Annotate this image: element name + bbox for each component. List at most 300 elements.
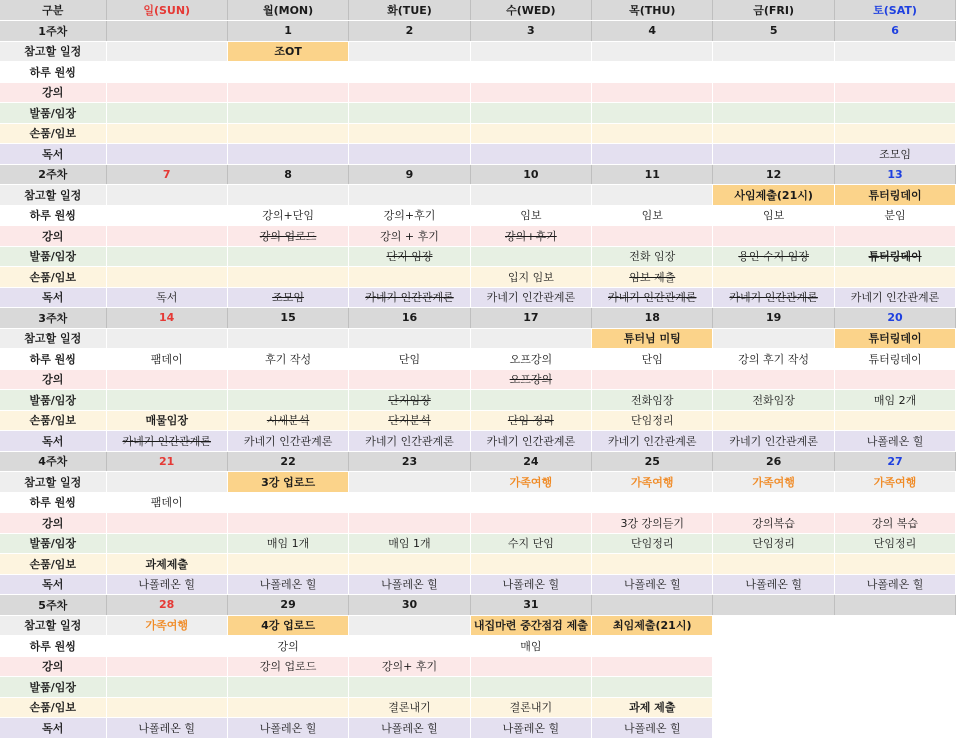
schedule-cell[interactable]: 매임 2개 (834, 390, 955, 411)
schedule-cell[interactable] (834, 677, 955, 698)
schedule-cell[interactable]: 카네기 인간관계론 (349, 287, 470, 308)
row-reading (0, 718, 956, 739)
schedule-cell[interactable] (227, 144, 348, 165)
schedule-cell[interactable] (227, 390, 348, 411)
row-reading (0, 287, 956, 308)
week-header-row (0, 21, 956, 42)
schedule-cell[interactable]: 튜터링데이 (834, 328, 955, 349)
schedule-cell[interactable] (227, 697, 348, 718)
schedule-cell[interactable] (713, 82, 834, 103)
schedule-cell[interactable] (470, 390, 591, 411)
header-label: 구분 (0, 0, 106, 21)
row-field-visit (0, 677, 956, 698)
schedule-cell[interactable] (227, 328, 348, 349)
schedule-cell[interactable] (713, 144, 834, 165)
schedule-cell[interactable] (592, 677, 713, 698)
schedule-cell[interactable] (470, 82, 591, 103)
schedule-cell[interactable]: 나폴레온 힐 (713, 574, 834, 595)
schedule-cell[interactable]: 용인 수지 임장 (713, 246, 834, 267)
row-lecture (0, 82, 956, 103)
schedule-cell[interactable]: 나폴레온 힐 (834, 431, 955, 452)
schedule-cell[interactable]: 카네기 인간관계론 (713, 431, 834, 452)
schedule-cell[interactable] (834, 82, 955, 103)
schedule-cell[interactable] (470, 41, 591, 62)
schedule-cell[interactable]: 카네기 인간관계론 (713, 287, 834, 308)
date-number: 4 (592, 21, 713, 42)
week-header-row (0, 595, 956, 616)
date-number: 31 (470, 595, 591, 616)
schedule-cell[interactable] (834, 656, 955, 677)
date-number: 19 (713, 308, 834, 329)
schedule-cell[interactable] (834, 62, 955, 83)
schedule-cell[interactable] (592, 62, 713, 83)
schedule-cell[interactable]: 조OT (227, 41, 348, 62)
schedule-cell[interactable] (349, 369, 470, 390)
schedule-cell[interactable] (227, 267, 348, 288)
schedule-cell[interactable]: 내집마련 중간점검 제출 (470, 615, 591, 636)
schedule-cell[interactable] (106, 513, 227, 534)
schedule-cell[interactable]: 나폴레온 힐 (349, 574, 470, 595)
schedule-cell[interactable]: 임보 (592, 205, 713, 226)
schedule-cell[interactable] (349, 267, 470, 288)
schedule-cell[interactable]: 튜터링데이 (834, 349, 955, 370)
schedule-cell[interactable] (227, 123, 348, 144)
date-number: 17 (470, 308, 591, 329)
schedule-cell[interactable]: 조모임 (834, 144, 955, 165)
schedule-cell[interactable]: 시세분석 (227, 410, 348, 431)
schedule-cell[interactable] (470, 246, 591, 267)
schedule-cell[interactable]: 강의+ 후기 (349, 656, 470, 677)
schedule-cell[interactable]: 단지 임장 (349, 246, 470, 267)
calendar-body (0, 21, 956, 739)
row-label: 독서 (0, 287, 106, 308)
schedule-cell[interactable] (106, 267, 227, 288)
row-label: 발품/임장 (0, 677, 106, 698)
schedule-cell[interactable]: 가족여행 (834, 472, 955, 493)
schedule-cell[interactable] (834, 554, 955, 575)
schedule-cell[interactable] (834, 697, 955, 718)
schedule-cell[interactable] (349, 144, 470, 165)
row-reference-schedule (0, 185, 956, 206)
date-number: 8 (227, 164, 348, 185)
date-number: 28 (106, 595, 227, 616)
schedule-cell[interactable] (470, 677, 591, 698)
schedule-cell[interactable]: 강의 업로드 (227, 226, 348, 247)
schedule-cell[interactable] (592, 636, 713, 657)
schedule-cell[interactable] (470, 185, 591, 206)
schedule-cell[interactable] (713, 697, 834, 718)
date-number: 16 (349, 308, 470, 329)
schedule-cell[interactable]: 단임 정리 (470, 410, 591, 431)
row-label: 강의 (0, 369, 106, 390)
row-client-report (0, 267, 956, 288)
schedule-cell[interactable] (349, 82, 470, 103)
schedule-cell[interactable] (227, 103, 348, 124)
schedule-cell[interactable]: 팸데이 (106, 492, 227, 513)
schedule-cell[interactable]: 매임 1개 (227, 533, 348, 554)
schedule-cell[interactable] (834, 267, 955, 288)
row-field-visit (0, 103, 956, 124)
schedule-cell[interactable]: 조모임 (227, 287, 348, 308)
row-daily-one-thing (0, 636, 956, 657)
row-label: 참고할 일정 (0, 185, 106, 206)
schedule-cell[interactable] (227, 513, 348, 534)
schedule-cell[interactable]: 카네기 인간관계론 (227, 431, 348, 452)
schedule-cell[interactable] (349, 677, 470, 698)
schedule-cell[interactable]: 카네기 인간관계론 (106, 431, 227, 452)
date-number: 30 (349, 595, 470, 616)
row-label: 발품/임장 (0, 390, 106, 411)
schedule-cell[interactable]: 나폴레온 힐 (834, 574, 955, 595)
date-number: 27 (834, 451, 955, 472)
schedule-cell[interactable] (713, 718, 834, 739)
schedule-cell[interactable] (106, 636, 227, 657)
schedule-cell[interactable] (713, 226, 834, 247)
schedule-cell[interactable]: 사임제출(21시) (713, 185, 834, 206)
schedule-cell[interactable] (834, 41, 955, 62)
row-client-report (0, 123, 956, 144)
schedule-cell[interactable] (834, 226, 955, 247)
schedule-cell[interactable]: 매임 (470, 636, 591, 657)
schedule-cell[interactable]: 단임정리 (713, 533, 834, 554)
schedule-cell[interactable]: 강의+후기 (349, 205, 470, 226)
schedule-cell[interactable]: 카네기 인간관계론 (470, 431, 591, 452)
schedule-cell[interactable]: 가족여행 (106, 615, 227, 636)
schedule-cell[interactable]: 나폴레온 힐 (227, 718, 348, 739)
schedule-cell[interactable]: 카네기 인간관계론 (349, 431, 470, 452)
schedule-cell[interactable]: 입지 임보 (470, 267, 591, 288)
schedule-cell[interactable] (713, 123, 834, 144)
schedule-cell[interactable]: 강의 + 후기 (349, 226, 470, 247)
schedule-cell[interactable]: 후기 작성 (227, 349, 348, 370)
schedule-cell[interactable]: 매임 1개 (349, 533, 470, 554)
schedule-cell[interactable]: 단임 (592, 349, 713, 370)
schedule-cell[interactable] (106, 41, 227, 62)
row-label: 독서 (0, 718, 106, 739)
schedule-cell[interactable] (349, 472, 470, 493)
row-label: 강의 (0, 513, 106, 534)
row-label: 하루 원씽 (0, 62, 106, 83)
row-lecture (0, 226, 956, 247)
date-number: 12 (713, 164, 834, 185)
schedule-cell[interactable]: 단임정리 (592, 533, 713, 554)
schedule-cell[interactable] (106, 533, 227, 554)
schedule-cell[interactable] (834, 492, 955, 513)
schedule-cell[interactable]: 가족여행 (713, 472, 834, 493)
schedule-cell[interactable] (227, 492, 348, 513)
row-label: 강의 (0, 656, 106, 677)
schedule-cell[interactable]: 카네기 인간관계론 (834, 287, 955, 308)
schedule-cell[interactable] (713, 41, 834, 62)
schedule-cell[interactable]: 임보 (470, 205, 591, 226)
schedule-cell[interactable] (592, 226, 713, 247)
row-label: 독서 (0, 431, 106, 452)
date-number (834, 595, 955, 616)
schedule-cell[interactable]: 강의복습 (713, 513, 834, 534)
schedule-cell[interactable] (713, 328, 834, 349)
schedule-cell[interactable]: 수지 단임 (470, 533, 591, 554)
schedule-cell[interactable] (592, 103, 713, 124)
schedule-cell[interactable]: 튜터링데이 (834, 185, 955, 206)
schedule-cell[interactable] (349, 41, 470, 62)
schedule-cell[interactable] (106, 123, 227, 144)
schedule-cell[interactable]: 나폴레온 힐 (592, 574, 713, 595)
schedule-cell[interactable]: 튜터님 미팅 (592, 328, 713, 349)
row-field-visit (0, 390, 956, 411)
row-label: 발품/임장 (0, 533, 106, 554)
schedule-cell[interactable] (349, 185, 470, 206)
schedule-cell[interactable] (713, 677, 834, 698)
header-day-thu: 목(THU) (592, 0, 713, 21)
row-label: 참고할 일정 (0, 41, 106, 62)
schedule-cell[interactable]: 가족여행 (592, 472, 713, 493)
schedule-cell[interactable] (349, 103, 470, 124)
schedule-cell[interactable]: 강의 업로드 (227, 656, 348, 677)
schedule-cell[interactable] (470, 656, 591, 677)
schedule-cell[interactable]: 튜터링데이 (834, 246, 955, 267)
date-number: 23 (349, 451, 470, 472)
schedule-cell[interactable] (227, 246, 348, 267)
schedule-cell[interactable]: 단임정리 (834, 533, 955, 554)
row-reference-schedule (0, 472, 956, 493)
row-label: 하루 원씽 (0, 205, 106, 226)
schedule-cell[interactable]: 나폴레온 힐 (470, 574, 591, 595)
row-reading (0, 144, 956, 165)
week-header-row (0, 164, 956, 185)
date-number: 29 (227, 595, 348, 616)
row-reading (0, 431, 956, 452)
schedule-cell[interactable] (349, 62, 470, 83)
row-daily-one-thing (0, 62, 956, 83)
row-label: 참고할 일정 (0, 472, 106, 493)
schedule-cell[interactable] (106, 103, 227, 124)
schedule-cell[interactable]: 강의 후기 작성 (713, 349, 834, 370)
date-number: 15 (227, 308, 348, 329)
schedule-cell[interactable]: 나폴레온 힐 (106, 574, 227, 595)
schedule-cell[interactable] (106, 185, 227, 206)
row-label: 독서 (0, 574, 106, 595)
schedule-cell[interactable]: 과제제출 (106, 554, 227, 575)
schedule-cell[interactable]: 3강 강의듣기 (592, 513, 713, 534)
schedule-cell[interactable] (227, 62, 348, 83)
schedule-cell[interactable] (592, 492, 713, 513)
schedule-cell[interactable]: 단지분석 (349, 410, 470, 431)
schedule-cell[interactable]: 임보 (713, 205, 834, 226)
row-field-visit (0, 246, 956, 267)
date-number: 10 (470, 164, 591, 185)
schedule-cell[interactable] (349, 636, 470, 657)
schedule-cell[interactable] (713, 410, 834, 431)
date-number: 7 (106, 164, 227, 185)
row-daily-one-thing (0, 492, 956, 513)
schedule-cell[interactable]: 전화임장 (592, 390, 713, 411)
header-day-sat: 토(SAT) (834, 0, 955, 21)
schedule-cell[interactable] (713, 267, 834, 288)
schedule-cell[interactable] (834, 410, 955, 431)
schedule-cell[interactable]: 3강 업로드 (227, 472, 348, 493)
schedule-cell[interactable]: 나폴레온 힐 (470, 718, 591, 739)
schedule-cell[interactable] (106, 697, 227, 718)
row-lecture (0, 656, 956, 677)
schedule-cell[interactable] (106, 205, 227, 226)
schedule-cell[interactable]: 카네기 인간관계론 (592, 431, 713, 452)
schedule-cell[interactable]: 전화 임장 (592, 246, 713, 267)
schedule-cell[interactable] (470, 62, 591, 83)
schedule-cell[interactable] (470, 103, 591, 124)
schedule-cell[interactable]: 단지임장 (349, 390, 470, 411)
date-number (592, 595, 713, 616)
schedule-cell[interactable] (470, 554, 591, 575)
schedule-cell[interactable] (106, 144, 227, 165)
week-label: 1주차 (0, 21, 106, 42)
schedule-cell[interactable]: 카네기 인간관계론 (470, 287, 591, 308)
schedule-cell[interactable] (713, 103, 834, 124)
date-number: 26 (713, 451, 834, 472)
schedule-cell[interactable] (592, 554, 713, 575)
schedule-cell[interactable]: 오프강의 (470, 349, 591, 370)
schedule-cell[interactable] (106, 369, 227, 390)
schedule-cell[interactable] (592, 656, 713, 677)
schedule-cell[interactable] (349, 123, 470, 144)
schedule-cell[interactable] (349, 554, 470, 575)
schedule-cell[interactable]: 4강 업로드 (227, 615, 348, 636)
schedule-cell[interactable]: 카네기 인간관계론 (592, 287, 713, 308)
schedule-cell[interactable]: 결론내기 (470, 697, 591, 718)
schedule-cell[interactable] (106, 656, 227, 677)
schedule-cell[interactable]: 단임 (349, 349, 470, 370)
row-label: 손품/임보 (0, 697, 106, 718)
date-number: 11 (592, 164, 713, 185)
row-client-report (0, 410, 956, 431)
schedule-cell[interactable] (834, 615, 955, 636)
row-client-report (0, 554, 956, 575)
schedule-cell[interactable] (713, 615, 834, 636)
schedule-cell[interactable] (470, 328, 591, 349)
schedule-cell[interactable] (470, 144, 591, 165)
schedule-cell[interactable] (470, 123, 591, 144)
schedule-cell[interactable]: 가족여행 (470, 472, 591, 493)
schedule-cell[interactable]: 단임정리 (592, 410, 713, 431)
schedule-cell[interactable] (592, 123, 713, 144)
row-client-report (0, 697, 956, 718)
row-daily-one-thing (0, 205, 956, 226)
date-number: 6 (834, 21, 955, 42)
schedule-cell[interactable]: 임보 제출 (592, 267, 713, 288)
week-header-row (0, 308, 956, 329)
schedule-cell[interactable] (592, 144, 713, 165)
schedule-cell[interactable] (349, 615, 470, 636)
schedule-cell[interactable] (592, 82, 713, 103)
schedule-cell[interactable] (106, 390, 227, 411)
schedule-cell[interactable]: 독서 (106, 287, 227, 308)
schedule-cell[interactable]: 강의 복습 (834, 513, 955, 534)
row-label: 손품/임보 (0, 410, 106, 431)
week-label: 5주차 (0, 595, 106, 616)
schedule-cell[interactable] (106, 328, 227, 349)
schedule-cell[interactable] (834, 636, 955, 657)
row-label: 독서 (0, 144, 106, 165)
schedule-cell[interactable] (106, 226, 227, 247)
schedule-cell[interactable]: 분임 (834, 205, 955, 226)
date-number: 21 (106, 451, 227, 472)
schedule-cell[interactable]: 오프강의 (470, 369, 591, 390)
row-daily-one-thing (0, 349, 956, 370)
date-number: 5 (713, 21, 834, 42)
schedule-cell[interactable] (227, 677, 348, 698)
schedule-cell[interactable] (106, 82, 227, 103)
schedule-cell[interactable] (349, 513, 470, 534)
schedule-cell[interactable] (713, 62, 834, 83)
schedule-cell[interactable]: 매물임장 (106, 410, 227, 431)
row-reference-schedule (0, 41, 956, 62)
date-number: 24 (470, 451, 591, 472)
row-label: 손품/임보 (0, 123, 106, 144)
schedule-cell[interactable] (106, 472, 227, 493)
date-number: 9 (349, 164, 470, 185)
schedule-cell[interactable]: 팸데이 (106, 349, 227, 370)
date-number: 3 (470, 21, 591, 42)
schedule-cell[interactable]: 과제 제출 (592, 697, 713, 718)
schedule-cell[interactable] (713, 492, 834, 513)
row-label: 참고할 일정 (0, 328, 106, 349)
schedule-cell[interactable] (834, 718, 955, 739)
schedule-cell[interactable] (713, 656, 834, 677)
schedule-cell[interactable]: 나폴레온 힐 (592, 718, 713, 739)
schedule-cell[interactable]: 강의+후기 (470, 226, 591, 247)
schedule-cell[interactable]: 강의+단임 (227, 205, 348, 226)
week-label: 4주차 (0, 451, 106, 472)
schedule-cell[interactable] (713, 369, 834, 390)
schedule-cell[interactable] (227, 185, 348, 206)
schedule-cell[interactable] (713, 554, 834, 575)
schedule-cell[interactable] (834, 103, 955, 124)
schedule-cell[interactable]: 최임제출(21시) (592, 615, 713, 636)
schedule-cell[interactable] (713, 636, 834, 657)
schedule-cell[interactable]: 나폴레온 힐 (349, 718, 470, 739)
schedule-cell[interactable] (592, 41, 713, 62)
schedule-cell[interactable] (834, 369, 955, 390)
row-lecture (0, 369, 956, 390)
row-label: 강의 (0, 226, 106, 247)
schedule-cell[interactable] (106, 677, 227, 698)
week-label: 3주차 (0, 308, 106, 329)
date-number: 20 (834, 308, 955, 329)
schedule-cell[interactable] (227, 554, 348, 575)
row-label: 발품/임장 (0, 246, 106, 267)
schedule-cell[interactable] (106, 246, 227, 267)
header-day-wed: 수(WED) (470, 0, 591, 21)
schedule-cell[interactable] (106, 62, 227, 83)
schedule-cell[interactable] (349, 492, 470, 513)
schedule-cell[interactable]: 전화임장 (713, 390, 834, 411)
schedule-cell[interactable]: 나폴레온 힐 (106, 718, 227, 739)
date-number (713, 595, 834, 616)
schedule-cell[interactable]: 나폴레온 힐 (227, 574, 348, 595)
schedule-cell[interactable]: 결론내기 (349, 697, 470, 718)
schedule-cell[interactable] (834, 123, 955, 144)
schedule-cell[interactable] (227, 82, 348, 103)
schedule-cell[interactable] (227, 369, 348, 390)
schedule-cell[interactable] (349, 328, 470, 349)
schedule-cell[interactable] (592, 369, 713, 390)
row-label: 하루 원씽 (0, 349, 106, 370)
week-label: 2주차 (0, 164, 106, 185)
schedule-cell[interactable] (470, 492, 591, 513)
schedule-cell[interactable] (592, 185, 713, 206)
date-number: 1 (227, 21, 348, 42)
schedule-cell[interactable] (470, 513, 591, 534)
schedule-cell[interactable]: 강의 (227, 636, 348, 657)
